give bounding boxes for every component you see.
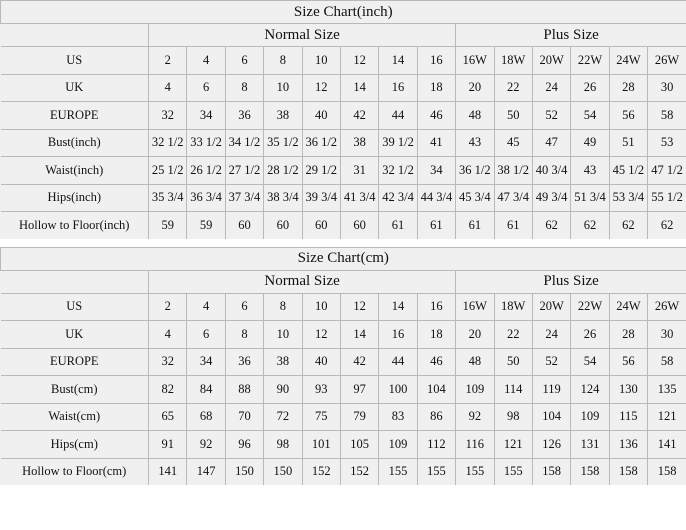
cell: 20W	[532, 47, 570, 75]
cell: 98	[264, 431, 302, 459]
cell: 14	[379, 47, 417, 75]
cell: 36 3/4	[187, 184, 225, 212]
cell: 28	[609, 74, 647, 102]
cell: 45 3/4	[456, 184, 494, 212]
cell: 51	[609, 129, 647, 157]
cell: 40	[302, 102, 340, 130]
cell: 42	[340, 102, 378, 130]
cell: 12	[340, 47, 378, 75]
cell: 82	[149, 376, 187, 404]
size-chart-cm-table	[0, 247, 686, 486]
cell: 36 1/2	[456, 157, 494, 185]
row-label: UK	[1, 321, 149, 349]
cell: 155	[417, 458, 455, 485]
row-label: US	[1, 293, 149, 321]
table-row	[1, 376, 686, 404]
cell: 97	[340, 376, 378, 404]
cell: 36 1/2	[302, 129, 340, 157]
table-row	[1, 348, 686, 376]
cell: 22W	[571, 293, 609, 321]
cell: 34	[187, 102, 225, 130]
cell: 24W	[609, 47, 647, 75]
cell: 48	[456, 102, 494, 130]
table-row	[1, 212, 686, 239]
cell: 14	[340, 74, 378, 102]
cell: 36	[225, 102, 263, 130]
cell: 62	[609, 212, 647, 239]
cell: 115	[609, 403, 647, 431]
cell: 54	[571, 102, 609, 130]
cell: 114	[494, 376, 532, 404]
table-row	[1, 129, 686, 157]
cell: 96	[225, 431, 263, 459]
cell: 33 1/2	[187, 129, 225, 157]
cell: 104	[417, 376, 455, 404]
cell: 20	[456, 321, 494, 349]
cell: 22	[494, 74, 532, 102]
cell: 91	[149, 431, 187, 459]
cell: 10	[264, 74, 302, 102]
cell: 62	[648, 212, 686, 239]
cell: 40 3/4	[532, 157, 570, 185]
cell: 38 1/2	[494, 157, 532, 185]
cell: 47 3/4	[494, 184, 532, 212]
cell: 43	[456, 129, 494, 157]
cell: 34 1/2	[225, 129, 263, 157]
cell: 42 3/4	[379, 184, 417, 212]
cell: 121	[494, 431, 532, 459]
cell: 105	[340, 431, 378, 459]
cell: 56	[609, 102, 647, 130]
table-row	[1, 431, 686, 459]
group-header-normal: Normal Size	[149, 270, 456, 293]
group-header-normal: Normal Size	[149, 24, 456, 47]
cell: 56	[609, 348, 647, 376]
cell: 90	[264, 376, 302, 404]
cell: 20	[456, 74, 494, 102]
table-row	[1, 403, 686, 431]
cell: 10	[264, 321, 302, 349]
cell: 4	[149, 321, 187, 349]
size-chart-cm-block	[0, 247, 686, 486]
cell: 61	[456, 212, 494, 239]
cell: 2	[149, 293, 187, 321]
cell: 150	[225, 458, 263, 485]
cell: 28 1/2	[264, 157, 302, 185]
chart-title-row	[1, 1, 686, 24]
cell: 70	[225, 403, 263, 431]
cell: 48	[456, 348, 494, 376]
cell: 62	[532, 212, 570, 239]
cell: 155	[379, 458, 417, 485]
cell: 52	[532, 348, 570, 376]
group-header-plus: Plus Size	[456, 24, 686, 47]
cell: 59	[187, 212, 225, 239]
cell: 92	[187, 431, 225, 459]
cell: 112	[417, 431, 455, 459]
cell: 8	[225, 321, 263, 349]
row-label: Bust(cm)	[1, 376, 149, 404]
table-row	[1, 102, 686, 130]
row-label: UK	[1, 74, 149, 102]
cell: 36	[225, 348, 263, 376]
cell: 61	[494, 212, 532, 239]
cell: 18W	[494, 293, 532, 321]
cell: 68	[187, 403, 225, 431]
cell: 54	[571, 348, 609, 376]
row-label: US	[1, 47, 149, 75]
cell: 109	[571, 403, 609, 431]
chart-separator	[0, 239, 686, 247]
cell: 93	[302, 376, 340, 404]
cell: 119	[532, 376, 570, 404]
cell: 2	[149, 47, 187, 75]
cell: 158	[648, 458, 686, 485]
cell: 47	[532, 129, 570, 157]
cell: 10	[302, 293, 340, 321]
cell: 44	[379, 102, 417, 130]
row-label: Waist(cm)	[1, 403, 149, 431]
cell: 79	[340, 403, 378, 431]
chart-title: Size Chart(cm)	[1, 247, 686, 270]
cell: 131	[571, 431, 609, 459]
cell: 22W	[571, 47, 609, 75]
cell: 60	[340, 212, 378, 239]
cell: 141	[648, 431, 686, 459]
cell: 32	[149, 348, 187, 376]
cell: 155	[494, 458, 532, 485]
cell: 14	[340, 321, 378, 349]
cell: 18	[417, 321, 455, 349]
cell: 35 3/4	[149, 184, 187, 212]
cell: 38	[264, 348, 302, 376]
cell: 26	[571, 74, 609, 102]
cell: 42	[340, 348, 378, 376]
cell: 16	[379, 321, 417, 349]
cell: 26W	[648, 47, 686, 75]
cell: 26W	[648, 293, 686, 321]
cell: 18W	[494, 47, 532, 75]
cell: 16W	[456, 293, 494, 321]
table-row	[1, 293, 686, 321]
cell: 51 3/4	[571, 184, 609, 212]
cell: 60	[225, 212, 263, 239]
cell: 18	[417, 74, 455, 102]
cell: 24	[532, 74, 570, 102]
size-chart-inch-block	[0, 0, 686, 239]
cell: 47 1/2	[648, 157, 686, 185]
cell: 12	[340, 293, 378, 321]
cell: 55 1/2	[648, 184, 686, 212]
group-header-row	[1, 24, 686, 47]
cell: 155	[456, 458, 494, 485]
cell: 44 3/4	[417, 184, 455, 212]
cell: 135	[648, 376, 686, 404]
cell: 130	[609, 376, 647, 404]
table-row	[1, 47, 686, 75]
cell: 16W	[456, 47, 494, 75]
cell: 45	[494, 129, 532, 157]
cell: 101	[302, 431, 340, 459]
cell: 12	[302, 74, 340, 102]
cell: 53 3/4	[609, 184, 647, 212]
cell: 8	[264, 47, 302, 75]
cell: 41 3/4	[340, 184, 378, 212]
row-label: EUROPE	[1, 348, 149, 376]
cell: 53	[648, 129, 686, 157]
cell: 38	[340, 129, 378, 157]
cell: 152	[340, 458, 378, 485]
cell: 61	[379, 212, 417, 239]
cell: 45 1/2	[609, 157, 647, 185]
row-label: EUROPE	[1, 102, 149, 130]
cell: 6	[187, 321, 225, 349]
cell: 158	[571, 458, 609, 485]
cell: 41	[417, 129, 455, 157]
cell: 16	[417, 293, 455, 321]
cell: 147	[187, 458, 225, 485]
cell: 83	[379, 403, 417, 431]
cell: 24W	[609, 293, 647, 321]
cell: 26	[571, 321, 609, 349]
cell: 52	[532, 102, 570, 130]
cell: 46	[417, 348, 455, 376]
cell: 6	[225, 47, 263, 75]
row-label: Hips(cm)	[1, 431, 149, 459]
cell: 4	[187, 293, 225, 321]
cell: 58	[648, 348, 686, 376]
cell: 32	[149, 102, 187, 130]
cell: 136	[609, 431, 647, 459]
cell: 8	[225, 74, 263, 102]
cell: 26 1/2	[187, 157, 225, 185]
cell: 28	[609, 321, 647, 349]
cell: 31	[340, 157, 378, 185]
cell: 104	[532, 403, 570, 431]
cell: 30	[648, 321, 686, 349]
cell: 152	[302, 458, 340, 485]
cell: 39 3/4	[302, 184, 340, 212]
corner-cell	[1, 24, 149, 47]
cell: 84	[187, 376, 225, 404]
cell: 116	[456, 431, 494, 459]
cell: 32 1/2	[149, 129, 187, 157]
table-row	[1, 458, 686, 485]
cell: 49 3/4	[532, 184, 570, 212]
cell: 75	[302, 403, 340, 431]
cell: 109	[379, 431, 417, 459]
cell: 8	[264, 293, 302, 321]
cell: 14	[379, 293, 417, 321]
corner-cell	[1, 270, 149, 293]
cell: 39 1/2	[379, 129, 417, 157]
cell: 38 3/4	[264, 184, 302, 212]
cell: 25 1/2	[149, 157, 187, 185]
cell: 20W	[532, 293, 570, 321]
cell: 158	[609, 458, 647, 485]
cell: 46	[417, 102, 455, 130]
cell: 58	[648, 102, 686, 130]
group-header-row	[1, 270, 686, 293]
cell: 92	[456, 403, 494, 431]
cell: 16	[379, 74, 417, 102]
cell: 10	[302, 47, 340, 75]
cell: 109	[456, 376, 494, 404]
row-label: Hollow to Floor(inch)	[1, 212, 149, 239]
cell: 4	[149, 74, 187, 102]
cell: 60	[264, 212, 302, 239]
table-row	[1, 321, 686, 349]
cell: 30	[648, 74, 686, 102]
row-label: Bust(inch)	[1, 129, 149, 157]
cell: 100	[379, 376, 417, 404]
cell: 59	[149, 212, 187, 239]
cell: 12	[302, 321, 340, 349]
cell: 16	[417, 47, 455, 75]
cell: 88	[225, 376, 263, 404]
cell: 40	[302, 348, 340, 376]
cell: 72	[264, 403, 302, 431]
group-header-plus: Plus Size	[456, 270, 686, 293]
cell: 124	[571, 376, 609, 404]
cell: 38	[264, 102, 302, 130]
cell: 6	[225, 293, 263, 321]
cell: 37 3/4	[225, 184, 263, 212]
table-row	[1, 184, 686, 212]
table-row	[1, 74, 686, 102]
cell: 49	[571, 129, 609, 157]
cell: 141	[149, 458, 187, 485]
cell: 61	[417, 212, 455, 239]
cell: 121	[648, 403, 686, 431]
cell: 22	[494, 321, 532, 349]
cell: 150	[264, 458, 302, 485]
chart-title: Size Chart(inch)	[1, 1, 686, 24]
cell: 158	[532, 458, 570, 485]
table-row	[1, 157, 686, 185]
cell: 27 1/2	[225, 157, 263, 185]
cell: 60	[302, 212, 340, 239]
cell: 126	[532, 431, 570, 459]
cell: 29 1/2	[302, 157, 340, 185]
cell: 86	[417, 403, 455, 431]
cell: 65	[149, 403, 187, 431]
cell: 35 1/2	[264, 129, 302, 157]
chart-title-row	[1, 247, 686, 270]
cell: 50	[494, 348, 532, 376]
cell: 43	[571, 157, 609, 185]
cell: 50	[494, 102, 532, 130]
row-label: Hollow to Floor(cm)	[1, 458, 149, 485]
size-chart-inch-table	[0, 0, 686, 239]
cell: 44	[379, 348, 417, 376]
cell: 32 1/2	[379, 157, 417, 185]
row-label: Hips(inch)	[1, 184, 149, 212]
cell: 4	[187, 47, 225, 75]
cell: 34	[417, 157, 455, 185]
cell: 62	[571, 212, 609, 239]
cell: 6	[187, 74, 225, 102]
row-label: Waist(inch)	[1, 157, 149, 185]
cell: 24	[532, 321, 570, 349]
cell: 34	[187, 348, 225, 376]
cell: 98	[494, 403, 532, 431]
